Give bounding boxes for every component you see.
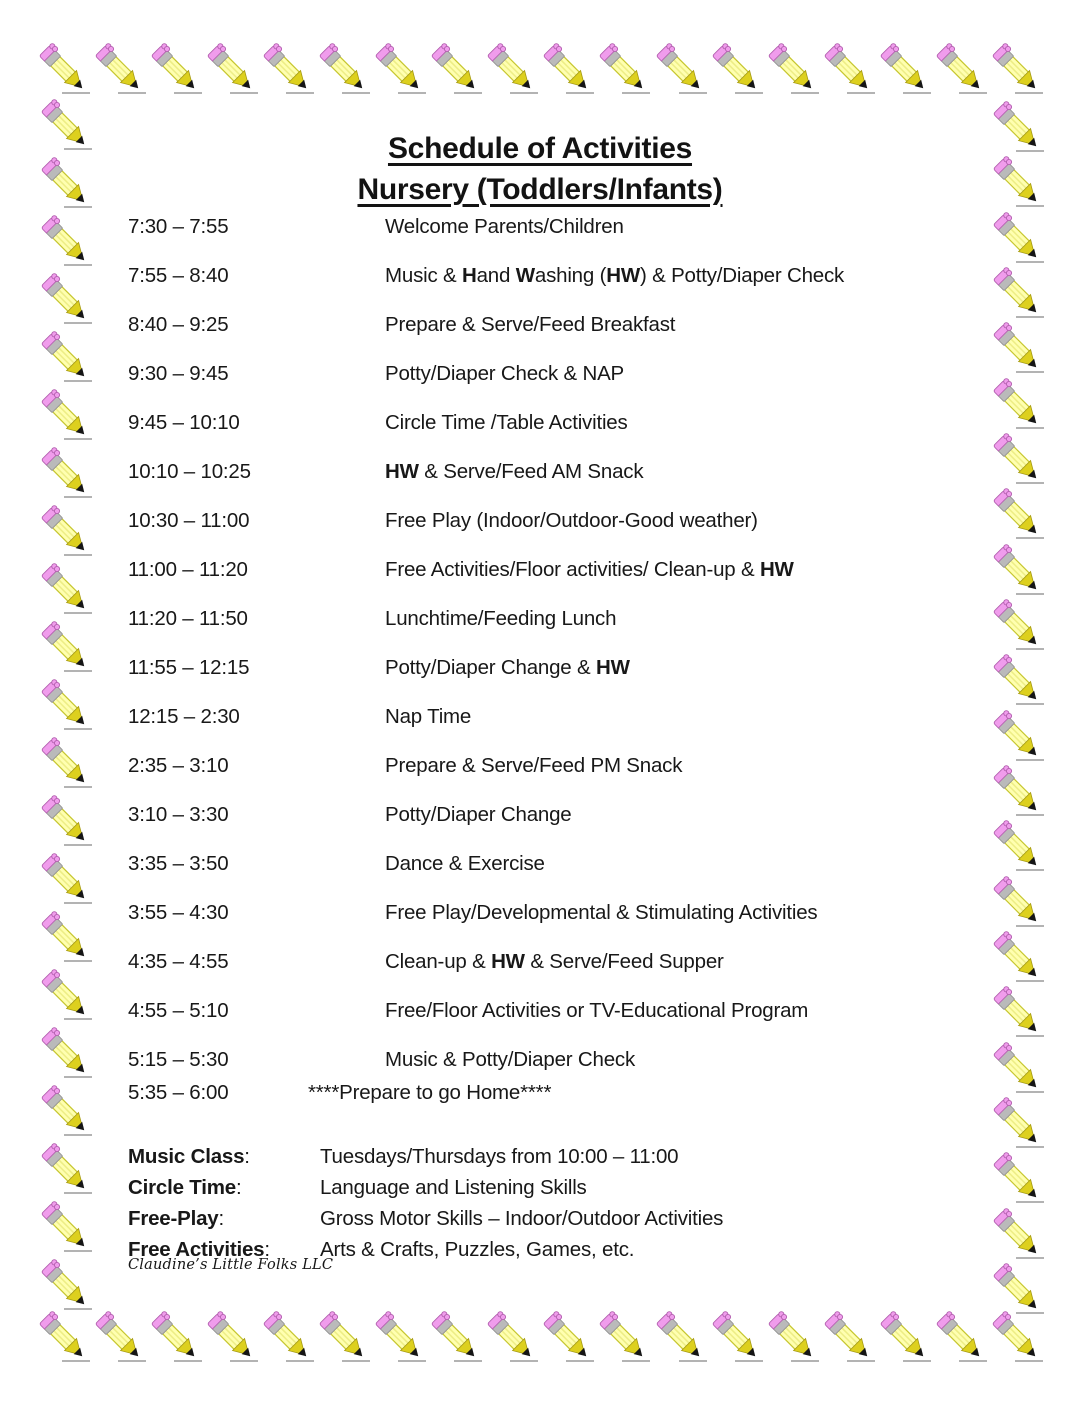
pencil-icon: [372, 1310, 427, 1365]
pencil-icon: [765, 1310, 820, 1365]
pencil-icon: [38, 678, 93, 733]
text: Dance & Exercise: [385, 852, 545, 875]
schedule-row: [128, 607, 973, 635]
text: :: [264, 1238, 270, 1261]
activity-description: [385, 803, 572, 827]
text: Clean-up &: [385, 950, 492, 973]
bold-text: HW: [595, 656, 630, 679]
pencil-icon: [36, 1310, 91, 1365]
activity-description: [385, 852, 545, 876]
pencil-icon: [428, 1310, 483, 1365]
pencil-icon: [92, 1310, 147, 1365]
pencil-icon: [260, 1310, 315, 1365]
time-range: 9:30 – 9:45: [128, 362, 229, 385]
time-range: 3:10 – 3:30: [128, 803, 229, 826]
pencil-icon: [92, 42, 147, 97]
text: & Serve/Feed Supper: [524, 950, 724, 973]
schedule-row: [128, 705, 973, 733]
pencil-icon: [36, 42, 91, 97]
text: Potty/Diaper Change &: [385, 656, 596, 679]
legend-row: [128, 1172, 723, 1203]
legend-row: [128, 1203, 723, 1234]
pencil-icon: [148, 42, 203, 97]
pencil-icon: [990, 930, 1045, 985]
schedule-row: [128, 950, 973, 978]
pencil-icon: [148, 1310, 203, 1365]
pencil-icon: [38, 388, 93, 443]
pencil-icon: [989, 42, 1044, 97]
activity-description: [385, 1048, 635, 1072]
time-range: 8:40 – 9:25: [128, 313, 229, 336]
text: Welcome Parents/Children: [385, 215, 624, 238]
pencil-icon: [990, 985, 1045, 1040]
text: :: [244, 1145, 250, 1168]
pencil-icon: [990, 875, 1045, 930]
schedule-row: [128, 264, 973, 292]
pencil-icon: [989, 1310, 1044, 1365]
text: Free Activities/Floor activities/ Clean-up &: [385, 558, 760, 581]
bold-text: W: [515, 264, 535, 287]
pencil-icon: [38, 852, 93, 907]
pencil-icon: [540, 1310, 595, 1365]
activity-description: [385, 705, 471, 729]
time-range: 2:35 – 3:10: [128, 754, 229, 777]
bold-text: HW: [385, 460, 419, 483]
schedule-row: [128, 411, 973, 439]
activity-description: [308, 1081, 551, 1105]
time-range: 12:15 – 2:30: [128, 705, 240, 728]
activity-description: [385, 656, 630, 680]
activity-description: [385, 901, 817, 925]
activity-description: [385, 264, 844, 288]
pencil-icon: [204, 1310, 259, 1365]
pencil-icon: [38, 272, 93, 327]
pencil-border-bottom: [36, 1310, 1044, 1365]
pencil-icon: [990, 1041, 1045, 1096]
text: Prepare & Serve/Feed PM Snack: [385, 754, 683, 777]
time-range: 11:55 – 12:15: [128, 656, 250, 679]
pencil-icon: [990, 211, 1045, 266]
legend-value: Gross Motor Skills – Indoor/Outdoor Activities: [320, 1207, 724, 1230]
pencil-icon: [990, 543, 1045, 598]
pencil-icon: [38, 1258, 93, 1313]
pencil-icon: [821, 42, 876, 97]
text: Free/Floor Activities or TV-Educational Program: [385, 999, 809, 1022]
pencil-icon: [933, 42, 988, 97]
schedule-table: [128, 215, 973, 1130]
pencil-icon: [428, 42, 483, 97]
time-range: 11:20 – 11:50: [128, 607, 248, 630]
time-range: 9:45 – 10:10: [128, 411, 240, 434]
time-range: 10:30 – 11:00: [128, 509, 250, 532]
business-name: Claudine’s Little Folks LLC: [128, 1257, 334, 1273]
bold-text: Music Class: [128, 1145, 245, 1168]
time-range: 5:15 – 5:30: [128, 1048, 229, 1071]
pencil-icon: [38, 736, 93, 791]
time-range: 3:35 – 3:50: [128, 852, 229, 875]
activity-description: [385, 215, 624, 239]
bold-text: HW: [759, 558, 794, 581]
pencil-icon: [260, 42, 315, 97]
pencil-icon: [38, 1084, 93, 1139]
pencil-icon: [990, 1262, 1045, 1317]
pencil-icon: [990, 653, 1045, 708]
text: and: [476, 264, 516, 287]
schedule-row: [128, 1081, 973, 1109]
time-range: 10:10 – 10:25: [128, 460, 251, 483]
pencil-icon: [877, 1310, 932, 1365]
pencil-icon: [990, 819, 1045, 874]
time-range: 3:55 – 4:30: [128, 901, 229, 924]
pencil-icon: [38, 910, 93, 965]
pencil-icon: [821, 1310, 876, 1365]
schedule-row: [128, 362, 973, 390]
legend-label: [128, 1172, 320, 1203]
schedule-title: Schedule of Activities: [387, 132, 693, 165]
text: Lunchtime/Feeding Lunch: [385, 607, 617, 630]
pencil-icon: [990, 1207, 1045, 1262]
text: Free Play/Developmental & Stimulating Activities: [385, 901, 818, 924]
pencil-icon: [933, 1310, 988, 1365]
activity-description: [385, 950, 724, 974]
pencil-icon: [990, 321, 1045, 376]
schedule-row: [128, 1048, 973, 1076]
pencil-icon: [38, 330, 93, 385]
bold-text: HW: [606, 264, 640, 287]
activity-description: [385, 460, 643, 484]
pencil-icon: [653, 1310, 708, 1365]
schedule-row: [128, 803, 973, 831]
text: Nap Time: [385, 705, 472, 728]
title-block: [0, 128, 1080, 210]
pencil-icon: [38, 968, 93, 1023]
activity-description: [385, 313, 675, 337]
pencil-icon: [990, 764, 1045, 819]
pencil-icon: [990, 487, 1045, 542]
text: ) & Potty/Diaper Check: [639, 264, 845, 287]
pencil-icon: [316, 1310, 371, 1365]
bold-text: Free Activities: [128, 1238, 265, 1261]
pencil-border-right: [990, 100, 1045, 1317]
legend-row: [128, 1141, 723, 1172]
bold-text: Circle Time: [128, 1176, 236, 1199]
text: Music &: [385, 264, 462, 287]
bold-text: Free-Play: [128, 1207, 219, 1230]
activity-description: [385, 411, 628, 435]
pencil-icon: [990, 709, 1045, 764]
activity-description: [385, 558, 794, 582]
pencil-icon: [38, 794, 93, 849]
time-range: 7:30 – 7:55: [128, 215, 229, 238]
pencil-icon: [38, 562, 93, 617]
text: ****Prepare to go Home****: [308, 1081, 552, 1104]
pencil-icon: [596, 42, 651, 97]
schedule-row: [128, 754, 973, 782]
pencil-icon: [484, 1310, 539, 1365]
schedule-row: [128, 509, 973, 537]
legend-value: Language and Listening Skills: [320, 1176, 587, 1199]
pencil-icon: [990, 432, 1045, 487]
pencil-icon: [204, 42, 259, 97]
schedule-subtitle: Nursery (Toddlers/Infants): [357, 173, 723, 206]
pencil-icon: [709, 1310, 764, 1365]
pencil-icon: [540, 42, 595, 97]
schedule-row: [128, 558, 973, 586]
pencil-icon: [653, 42, 708, 97]
text: Free Play (Indoor/Outdoor-Good weather): [385, 509, 758, 532]
text: Circle Time /Table Activities: [385, 411, 628, 434]
pencil-icon: [765, 42, 820, 97]
text: Music & Potty/Diaper Check: [385, 1048, 635, 1071]
pencil-icon: [990, 598, 1045, 653]
pencil-icon: [316, 42, 371, 97]
time-range: 4:35 – 4:55: [128, 950, 229, 973]
text: & Serve/Feed AM Snack: [418, 460, 644, 483]
pencil-icon: [877, 42, 932, 97]
pencil-icon: [372, 42, 427, 97]
time-range: 4:55 – 5:10: [128, 999, 229, 1022]
text: Potty/Diaper Check & NAP: [385, 362, 625, 385]
schedule-row: [128, 901, 973, 929]
legend-value: Tuesdays/Thursdays from 10:00 – 11:00: [320, 1145, 679, 1168]
pencil-icon: [38, 1200, 93, 1255]
time-range: 11:00 – 11:20: [128, 558, 248, 581]
text: :: [235, 1176, 242, 1199]
legend-label: [128, 1141, 320, 1172]
pencil-icon: [990, 266, 1045, 321]
pencil-icon: [990, 1096, 1045, 1151]
pencil-border-top: [36, 42, 1044, 97]
pencil-icon: [484, 42, 539, 97]
pencil-icon: [990, 377, 1045, 432]
schedule-row: [128, 215, 973, 243]
time-range: 7:55 – 8:40: [128, 264, 229, 287]
pencil-icon: [596, 1310, 651, 1365]
time-range: 5:35 – 6:00: [128, 1081, 229, 1104]
pencil-icon: [38, 504, 93, 559]
activity-description: [385, 607, 616, 631]
schedule-row: [128, 999, 973, 1027]
text: :: [218, 1207, 225, 1230]
activity-description: [385, 362, 624, 386]
schedule-row: [128, 313, 973, 341]
schedule-row: [128, 852, 973, 880]
schedule-row: [128, 460, 973, 488]
pencil-icon: [709, 42, 764, 97]
pencil-icon: [38, 446, 93, 501]
pencil-icon: [38, 620, 93, 675]
activity-description: [385, 509, 758, 533]
pencil-icon: [990, 1151, 1045, 1206]
pencil-icon: [38, 1142, 93, 1197]
pencil-icon: [38, 1026, 93, 1081]
activity-description: [385, 754, 682, 778]
text: Potty/Diaper Change: [385, 803, 572, 826]
schedule-row: [128, 656, 973, 684]
bold-text: H: [462, 264, 477, 287]
text: Prepare & Serve/Feed Breakfast: [385, 313, 676, 336]
pencil-icon: [38, 214, 93, 269]
legend-label: [128, 1203, 320, 1234]
legend: [128, 1141, 723, 1265]
pencil-border-left: [38, 98, 93, 1313]
text: ashing (: [534, 264, 607, 287]
activity-description: [385, 999, 808, 1023]
legend-value: Arts & Crafts, Puzzles, Games, etc.: [320, 1238, 635, 1261]
bold-text: HW: [491, 950, 525, 973]
